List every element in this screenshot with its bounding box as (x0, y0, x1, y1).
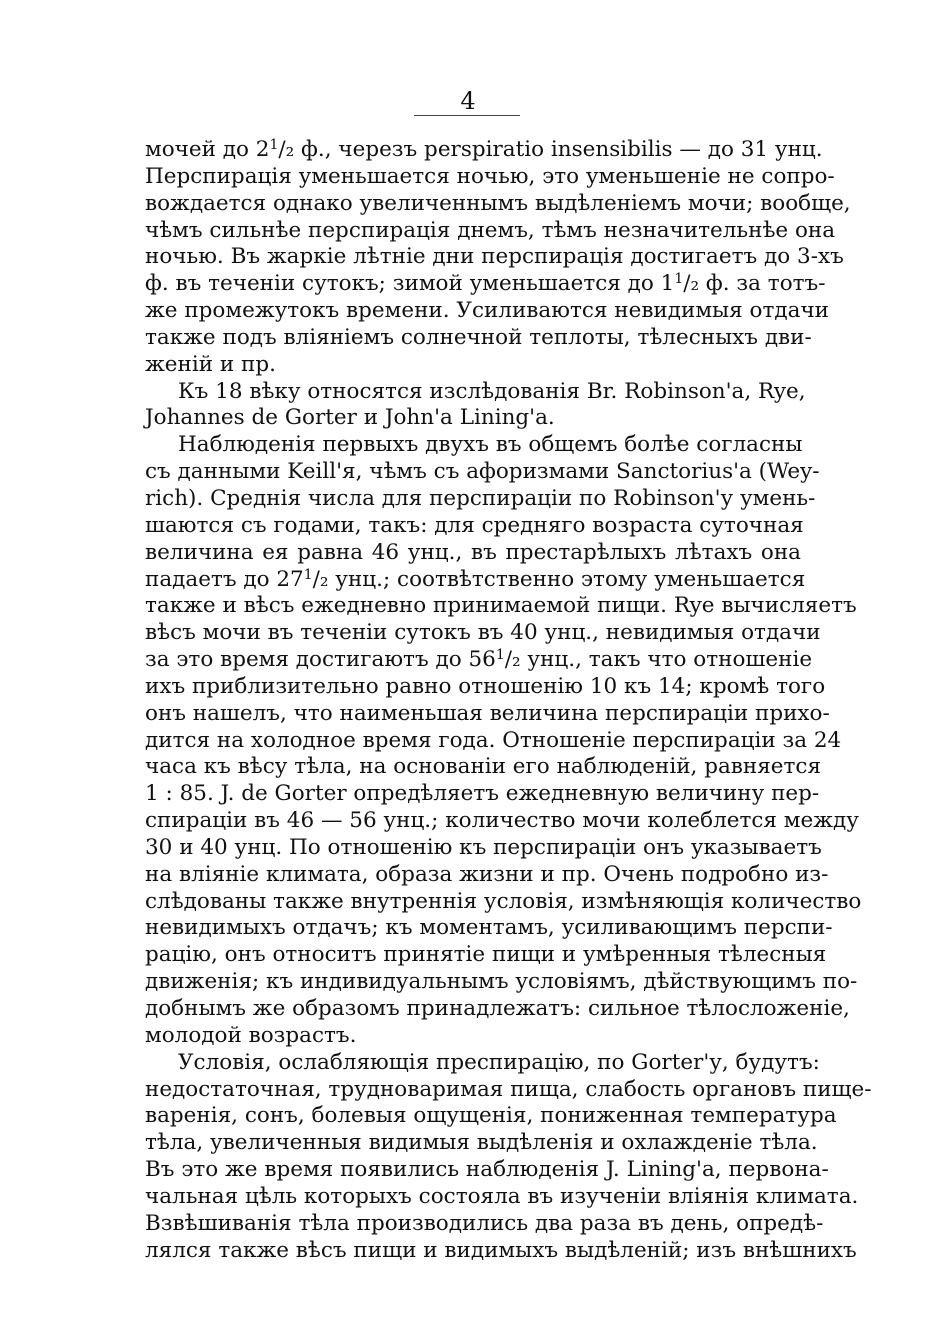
text-line: слѣдованы также внутреннія условія, измѣняющія количество (145, 888, 862, 914)
text-line: шаются съ годами, такъ: для средняго возраста суточная (145, 512, 804, 538)
text-line: же промежутокъ времени. Усиливаются невидимыя отдачи (145, 298, 830, 324)
text-line: ф. въ теченіи сутокъ; зимой уменьшается до $1^1/_2$ ф. за тотъ- (145, 271, 826, 297)
body-text (145, 137, 872, 1264)
text-line: также подъ вліяніемъ солнечной теплоты, тѣлесныхъ дви- (145, 324, 812, 350)
paragraph-start-line: Къ 18 вѣку относятся изслѣдованія Br. Robinson'a, Rye, (178, 378, 806, 404)
page-number: 4 (460, 87, 476, 115)
text-line: мочей до $2^1/_2$ ф., черезъ perspiratio insensibilis — до 31 унц. (145, 137, 823, 162)
text-line: падаетъ до $27^1/_2$ унц.; соотвѣтственно этому уменьшается (145, 566, 806, 592)
text-line: Взвѣшиванія тѣла производились два раза въ день, опредѣ- (145, 1210, 824, 1236)
text-line: онъ нашелъ, что наименьшая величина перспираціи прихо- (145, 700, 830, 726)
text-line: вѣсъ мочи въ теченіи сутокъ въ 40 унц., невидимыя отдачи (145, 620, 821, 646)
text-line: за это время достигаютъ до $56^1/_2$ унц., такъ что отношеніе (145, 647, 813, 673)
text-line: движенія; къ индивидуальнымъ условіямъ, дѣйствующимъ по- (145, 969, 858, 995)
text-line: добнымъ же образомъ принадлежатъ: сильное тѣлосложеніе, (145, 996, 850, 1021)
text-line: rich). Среднія числа для перспираціи по Robinson'у умень- (145, 485, 816, 511)
text-line: варенія, сонъ, болевыя ощущенія, пониженная температура (145, 1103, 837, 1129)
header-rule (414, 115, 520, 116)
text-line: Перспирація уменьшается ночью, это уменьшеніе не сопро- (145, 163, 835, 189)
text-line: съ данными Keill'я, чѣмъ съ афоризмами Sanctorius'a (Wey- (145, 459, 820, 485)
text-line: чѣмъ сильнѣе перспирація днемъ, тѣмъ незначительнѣе она (145, 217, 836, 243)
text-line: Johannes de Gorter и John'a Lining'a. (145, 405, 555, 431)
text-line: на вліяніе климата, образа жизни и пр. Очень подробно из- (145, 861, 829, 887)
text-line: невидимыхъ отдачъ; къ моментамъ, усиливающимъ перспи- (145, 915, 833, 941)
text-line: Въ это же время появились наблюденія J. Lining'a, первона- (145, 1157, 829, 1183)
text-line: вождается однако увеличеннымъ выдѣленіемъ мочи; вообще, (145, 190, 851, 216)
text-line: лялся также вѣсъ пищи и видимыхъ выдѣленій; изъ внѣшнихъ (145, 1237, 857, 1263)
text-line: спираціи въ 46 — 56 унц.; количество мочи колеблется между (145, 808, 859, 834)
text-line: молодой возрастъ. (145, 1022, 357, 1048)
text-line: чальная цѣль которыхъ состояла въ изученіи вліянія климата. (145, 1183, 859, 1209)
text-line: 30 и 40 унц. По отношенію къ перспираціи онъ указываетъ (145, 834, 822, 860)
paragraph-start-line: Условія, ослабляющія преспирацію, по Gorter'у, будутъ: (178, 1049, 820, 1075)
text-line: 1 : 85. J. de Gorter опредѣляетъ ежедневную величину пер- (145, 781, 820, 807)
text-line: ночью. Въ жаркіе лѣтніе дни перспирація достигаетъ до 3-хъ (145, 244, 844, 270)
text-line: ихъ приблизительно равно отношенію 10 къ 14; кромѣ того (145, 673, 826, 699)
text-line: также и вѣсъ ежедневно принимаемой пищи. Rye вычисляетъ (145, 593, 857, 619)
text-line: величина ея равна 46 унц., въ престарѣлыхъ лѣтахъ она (145, 539, 801, 565)
text-line: дится на холодное время года. Отношеніе перспираціи за 24 (145, 727, 842, 753)
text-line: часа къ вѣсу тѣла, на основаніи его наблюденій, равняется (145, 754, 822, 780)
text-line: женій и пр. (145, 351, 276, 377)
paragraph-start-line: Наблюденія первыхъ двухъ въ общемъ болѣе согласны (178, 432, 803, 458)
text-line: тѣла, увеличенныя видимыя выдѣленія и охлажденіе тѣла. (145, 1130, 818, 1156)
text-line: рацію, онъ относитъ принятіе пищи и умѣренныя тѣлесныя (145, 942, 827, 968)
text-line: недостаточная, трудноваримая пища, слабость органовъ пище- (145, 1076, 872, 1102)
